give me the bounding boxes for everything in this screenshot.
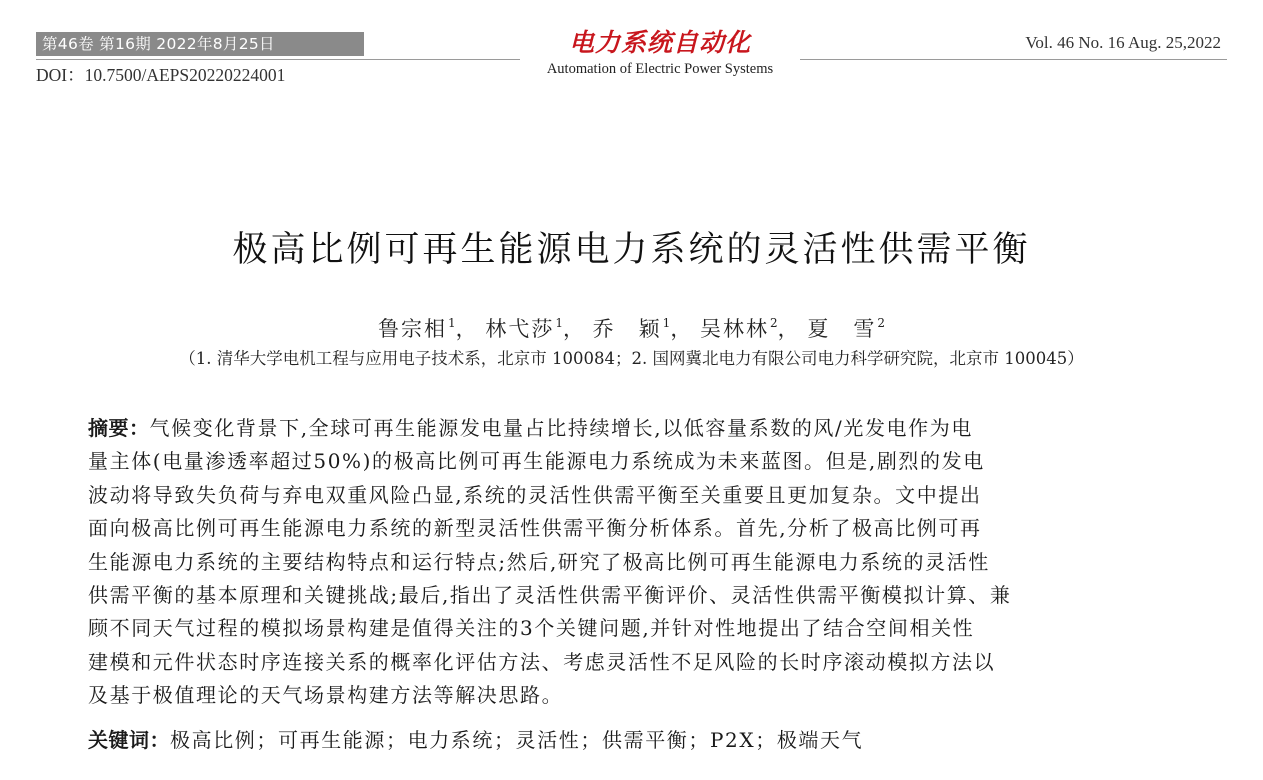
journal-english-title: Automation of Electric Power Systems [546,61,774,77]
abstract-label: 摘要： [88,416,150,440]
affiliations: （1. 清华大学电机工程与应用电子技术系，北京市 100084；2. 国网冀北电力有限公司电力科学研究院，北京市 100045） [179,349,1084,368]
author-separator: ， [670,317,692,341]
abstract-line [88,412,1178,445]
author-separator: ， [562,317,584,341]
author-affil-mark: 1 [448,316,456,330]
abstract-line: 波动将导致失负荷与弃电双重风险凸显,系统的灵活性供需平衡至关重要且更加复杂。文中提出 [88,482,982,507]
abstract-line: 顾不同天气过程的模拟场景构建是值得关注的3个关键问题,并针对性地提出了结合空间相关性 [88,616,975,641]
abstract-line: 面向极高比例可再生能源电力系统的新型灵活性供需平衡分析体系。首先,分析了极高比例可再 [88,516,982,541]
journal-logo-title: 电力系统自动化 [568,28,751,57]
author-list [0,308,1263,344]
abstract [88,412,1178,713]
abstract-line: 量主体(电量渗透率超过50%)的极高比例可再生能源电力系统成为未来蓝图。但是,剧烈的发电 [88,449,985,474]
journal-header [0,0,1263,100]
abstract-line: 供需平衡的基本原理和关键挑战;最后,指出了灵活性供需平衡评价、灵活性供需平衡模拟计算、兼 [88,582,1012,607]
volume-info: Vol. 46 No. 16 Aug. 25,2022 [1025,33,1221,52]
header-rule-right [800,59,1227,60]
keywords-label: 关键词： [88,728,170,752]
author-separator: ， [455,317,477,341]
author-affil-mark: 1 [662,316,671,330]
header-rule-left [36,59,520,60]
keywords [88,724,1178,756]
author-separator: ， [777,317,799,341]
author-affil-mark: 1 [555,316,563,330]
abstract-text: 气候变化背景下,全球可再生能源发电量占比持续增长,以低容量系数的风/光发电作为电 [149,416,973,440]
issue-band: 第46卷 第16期 2022年8月25日 [36,32,364,56]
paper-title: 极高比例可再生能源电力系统的灵活性供需平衡 [232,230,1031,270]
author-name[interactable]: 吴林林 [700,317,769,341]
abstract-line: 及基于极值理论的天气场景构建方法等解决思路。 [88,683,564,708]
keywords-text: 极高比例；可再生能源；电力系统；灵活性；供需平衡；P2X；极端天气 [170,728,864,752]
abstract-line: 生能源电力系统的主要结构特点和运行特点;然后,研究了极高比例可再生能源电力系统的灵活性 [88,549,990,574]
author-name[interactable]: 乔 颖 [592,317,662,341]
author-affil-mark: 2 [770,316,778,330]
doi-link[interactable]: DOI：10.7500/AEPS20220224001 [36,65,286,85]
author-affil-mark: 2 [877,316,885,330]
author-name[interactable]: 夏 雪 [807,317,877,341]
abstract-line: 建模和元件状态时序连接关系的概率化评估方法、考虑灵活性不足风险的长时序滚动模拟方法以 [88,649,996,674]
author-name[interactable]: 林弋莎 [485,317,555,341]
author-name[interactable]: 鲁宗相 [378,317,448,341]
